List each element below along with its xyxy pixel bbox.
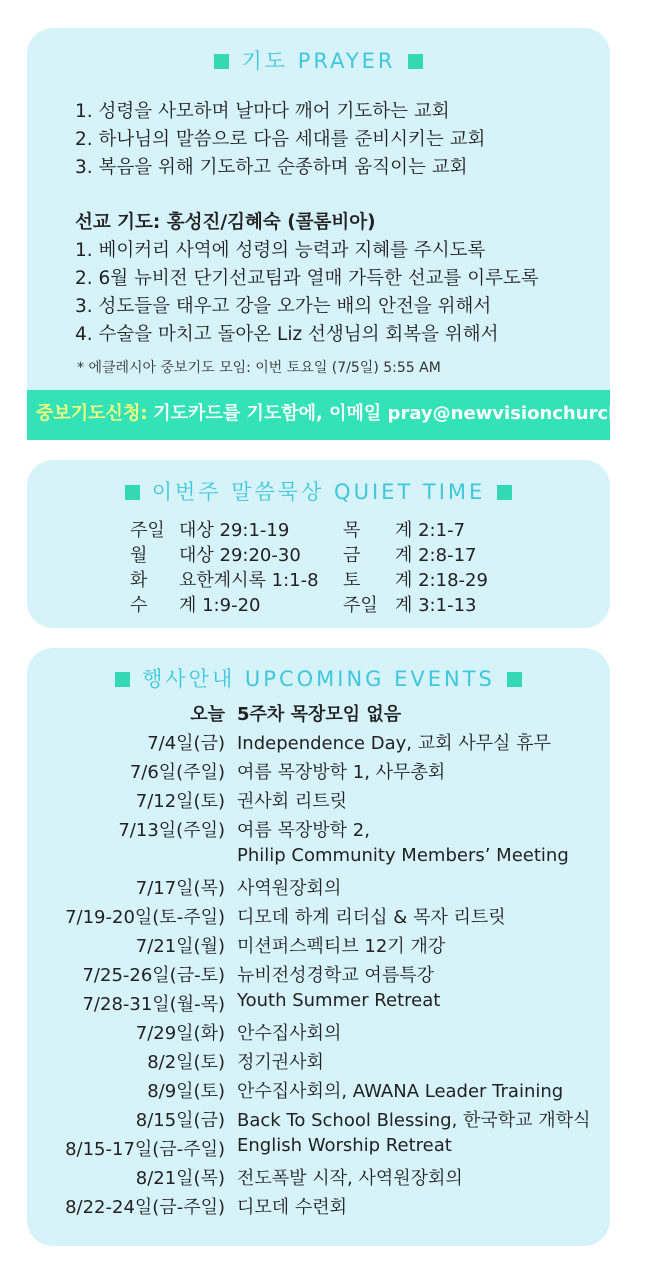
square-bullet-icon — [214, 54, 229, 69]
mission-item: 1. 베이커리 사역에 성령의 능력과 지혜를 주시도록 — [75, 240, 486, 261]
prayer-card — [27, 28, 662, 440]
event-desc: 전도폭발 시작, 사역원장회의 — [237, 1168, 463, 1189]
qt-day: 금 — [343, 545, 361, 566]
qt-passage: 계 2:18-29 — [395, 570, 488, 591]
event-desc: Youth Summer Retreat — [237, 990, 441, 1011]
event-desc: Back To School Blessing, 한국학교 개학식 — [237, 1110, 591, 1131]
event-desc: 권사회 리트릿 — [237, 791, 348, 812]
quiet-time-title — [27, 476, 610, 506]
qt-passage: 요한계시록 1:1-8 — [179, 570, 319, 591]
qt-day: 화 — [130, 570, 148, 591]
event-date: 7/13일(주일) — [118, 820, 225, 841]
mission-item: 2. 6월 뉴비전 단기선교팀과 열매 가득한 선교를 이루도록 — [75, 268, 539, 289]
event-desc: 정기권사회 — [237, 1052, 324, 1073]
qt-passage: 계 1:9-20 — [179, 595, 261, 616]
event-desc: Independence Day, 교회 사무실 휴무 — [237, 733, 551, 754]
qt-passage: 대상 29:1-19 — [179, 520, 290, 541]
event-desc: English Worship Retreat — [237, 1135, 452, 1156]
qt-day: 수 — [130, 595, 148, 616]
qt-passage: 계 2:8-17 — [395, 545, 477, 566]
event-date: 8/2일(토) — [147, 1052, 225, 1073]
event-desc: 디모데 수련회 — [237, 1197, 348, 1218]
prayer-item: 3. 복음을 위해 기도하고 순종하며 움직이는 교회 — [75, 157, 468, 178]
mission-item: 4. 수술을 마치고 돌아온 Liz 선생님의 회복을 위해서 — [75, 324, 499, 345]
prayer-item: 1. 성령을 사모하며 날마다 깨어 기도하는 교회 — [75, 101, 450, 122]
qt-passage: 계 2:1-7 — [395, 520, 466, 541]
event-desc: 디모데 하계 리더십 & 목자 리트릿 — [237, 907, 506, 928]
events-card — [27, 648, 610, 1246]
event-date: 8/22-24일(금-주일) — [65, 1197, 225, 1218]
square-bullet-icon — [408, 54, 423, 69]
qt-passage: 계 3:1-13 — [395, 595, 477, 616]
event-date: 7/17일(목) — [135, 878, 225, 899]
event-date: 7/21일(월) — [135, 936, 225, 957]
event-desc: 미션퍼스펙티브 12기 개강 — [237, 936, 446, 957]
qt-day: 토 — [343, 570, 361, 591]
event-desc: 사역원장회의 — [237, 878, 342, 899]
event-date: 7/6일(주일) — [129, 762, 225, 783]
qt-passage: 대상 29:20-30 — [179, 545, 301, 566]
event-date: 7/29일(화) — [135, 1023, 225, 1044]
square-bullet-icon — [115, 672, 130, 687]
prayer-request-label: 중보기도신청: — [36, 403, 148, 424]
quiet-time-card — [27, 460, 610, 628]
prayer-meeting-note: * 에클레시아 중보기도 모임: 이번 토요일 (7/5일) 5:55 AM — [77, 360, 441, 376]
events-title-text: 행사안내 UPCOMING EVENTS — [142, 667, 495, 691]
square-bullet-icon — [507, 672, 522, 687]
event-desc: 여름 목장방학 1, 사무총회 — [237, 762, 446, 783]
prayer-request-bar — [27, 390, 662, 440]
event-desc: 안수집사회의 — [237, 1023, 342, 1044]
square-bullet-icon — [497, 485, 512, 500]
event-date: 오늘 — [190, 704, 225, 725]
event-date: 7/28-31일(월-목) — [82, 994, 225, 1015]
prayer-title-text: 기도 PRAYER — [241, 49, 396, 73]
event-desc: 여름 목장방학 2, — [237, 820, 370, 841]
qt-day: 목 — [343, 520, 361, 541]
square-bullet-icon — [125, 485, 140, 500]
prayer-request-text: 기도카드를 기도함에, 이메일 pray@newvisionchurch.org — [153, 403, 662, 424]
qt-day: 주일 — [343, 595, 378, 616]
event-date: 7/25-26일(금-토) — [82, 965, 225, 986]
prayer-item: 2. 하나님의 말씀으로 다음 세대를 준비시키는 교회 — [75, 129, 486, 150]
event-desc: Philip Community Members’ Meeting — [237, 845, 569, 866]
event-date: 8/21일(목) — [135, 1168, 225, 1189]
event-date: 7/19-20일(토-주일) — [65, 907, 225, 928]
event-date: 8/9일(토) — [147, 1081, 225, 1102]
qt-day: 월 — [130, 545, 148, 566]
event-date: 8/15일(금) — [135, 1110, 225, 1131]
prayer-title — [27, 45, 610, 75]
mission-heading: 선교 기도: 홍성진/김혜숙 (콜롬비아) — [75, 212, 376, 233]
event-desc: 뉴비전성경학교 여름특강 — [237, 965, 434, 986]
event-desc: 5주차 목장모임 없음 — [237, 704, 402, 725]
event-date: 7/4일(금) — [147, 733, 225, 754]
mission-item: 3. 성도들을 태우고 강을 오가는 배의 안전을 위해서 — [75, 296, 492, 317]
events-title — [27, 663, 610, 693]
quiet-time-title-text: 이번주 말씀묵상 QUIET TIME — [151, 480, 486, 504]
event-desc: 안수집사회의, AWANA Leader Training — [237, 1081, 564, 1102]
event-date: 7/12일(토) — [135, 791, 225, 812]
event-date: 8/15-17일(금-주일) — [65, 1139, 225, 1160]
qt-day: 주일 — [130, 520, 165, 541]
